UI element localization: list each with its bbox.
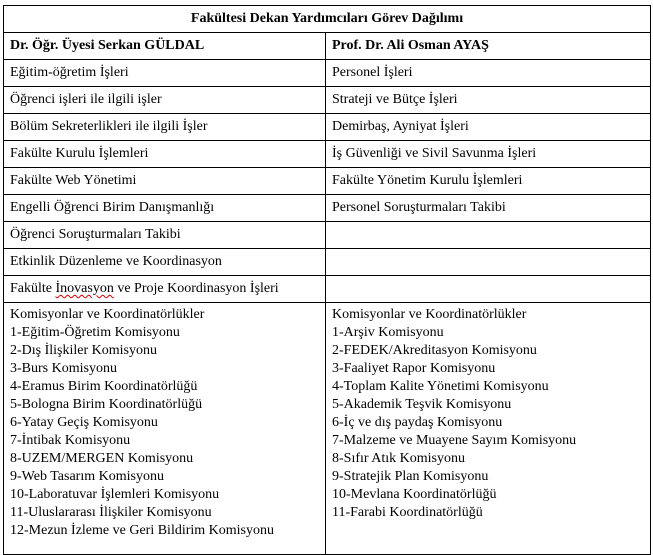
header-row (4, 33, 651, 60)
list-item: 4-Toplam Kalite Yönetimi Komisyonu (332, 379, 549, 394)
list-item: 7-İntibak Komisyonu (10, 433, 131, 448)
list-item: 9-Stratejik Plan Komisyonu (332, 469, 489, 484)
list-item: 1-Arşiv Komisyonu (332, 325, 444, 340)
left-duty-cell: Fakülte Web Yönetimi (4, 168, 326, 195)
right-duty-cell: Strateji ve Bütçe İşleri (326, 87, 651, 114)
list-item: 4-Eramus Birim Koordinatörlüğü (10, 379, 198, 394)
left-duty-cell: Fakülte Kurulu İşlemleri (4, 141, 326, 168)
list-item: 5-Bologna Birim Koordinatörlüğü (10, 397, 203, 412)
left-column-header: Dr. Öğr. Üyesi Serkan GÜLDAL (4, 33, 326, 60)
table-row (4, 168, 651, 195)
list-item: 9-Web Tasarım Komisyonu (10, 469, 164, 484)
list-item: 3-Burs Komisyonu (10, 361, 117, 376)
table-row (4, 222, 651, 249)
left-duty-text-prefix: Fakülte (10, 281, 56, 296)
table-row (4, 249, 651, 276)
table-row (4, 60, 651, 87)
list-item: 10-Mevlana Koordinatörlüğü (332, 487, 497, 502)
right-duty-cell: Demirbaş, Ayniyat İşleri (326, 114, 651, 141)
list-item: 7-Malzeme ve Muayene Sayım Komisyonu (332, 433, 577, 448)
list-item: 11-Uluslararası İlişkiler Komisyonu (10, 505, 212, 520)
left-duty-cell: Engelli Öğrenci Birim Danışmanlığı (4, 195, 326, 222)
right-duty-cell (326, 249, 651, 276)
right-duty-cell: Personel Soruşturmaları Takibi (326, 195, 651, 222)
list-item: 8-UZEM/MERGEN Komisyonu (10, 451, 194, 466)
duty-distribution-table (3, 5, 651, 555)
left-commissions-cell (4, 303, 326, 555)
list-item: 12-Mezun İzleme ve Geri Bildirim Komisyonu (10, 523, 274, 538)
list-item: 8-Sıfır Atık Komisyonu (332, 451, 466, 466)
table-title: Fakültesi Dekan Yardımcıları Görev Dağılımı (4, 6, 651, 33)
spellcheck-marked-word: İnovasyon (55, 281, 114, 296)
right-duty-cell: Fakülte Yönetim Kurulu İşlemleri (326, 168, 651, 195)
left-duty-cell: Etkinlik Düzenleme ve Koordinasyon (4, 249, 326, 276)
left-commissions-heading: Komisyonlar ve Koordinatörlükler (10, 307, 205, 322)
commissions-row (4, 303, 651, 555)
list-item: 6-İç ve dış paydaş Komisyonu (332, 415, 503, 430)
right-column-header: Prof. Dr. Ali Osman AYAŞ (326, 33, 651, 60)
right-commissions-heading: Komisyonlar ve Koordinatörlükler (332, 307, 527, 322)
table-row (4, 276, 651, 303)
table-row (4, 114, 651, 141)
right-duty-cell (326, 276, 651, 303)
list-item: 6-Yatay Geçiş Komisyonu (10, 415, 158, 430)
right-commissions-cell (326, 303, 651, 555)
left-duty-cell (4, 276, 326, 303)
list-item: 5-Akademik Teşvik Komisyonu (332, 397, 512, 412)
table-row (4, 195, 651, 222)
left-duty-cell: Öğrenci işleri ile ilgili işler (4, 87, 326, 114)
left-duty-text-suffix: ve Proje Koordinasyon İşleri (113, 281, 279, 296)
table-row (4, 87, 651, 114)
list-item: 1-Eğitim-Öğretim Komisyonu (10, 325, 180, 340)
list-item: 11-Farabi Koordinatörlüğü (332, 505, 483, 520)
left-duty-cell: Eğitim-öğretim İşleri (4, 60, 326, 87)
list-item: 3-Faaliyet Rapor Komisyonu (332, 361, 496, 376)
list-item: 2-FEDEK/Akreditasyon Komisyonu (332, 343, 537, 358)
list-item: 2-Dış İlişkiler Komisyonu (10, 343, 157, 358)
left-duty-cell: Bölüm Sekreterlikleri ile ilgili İşler (4, 114, 326, 141)
right-duty-cell (326, 222, 651, 249)
table-row (4, 141, 651, 168)
right-duty-cell: İş Güvenliği ve Sivil Savunma İşleri (326, 141, 651, 168)
list-item: 10-Laboratuvar İşlemleri Komisyonu (10, 487, 220, 502)
left-duty-cell: Öğrenci Soruşturmaları Takibi (4, 222, 326, 249)
table-title-row (4, 6, 651, 33)
right-duty-cell: Personel İşleri (326, 60, 651, 87)
